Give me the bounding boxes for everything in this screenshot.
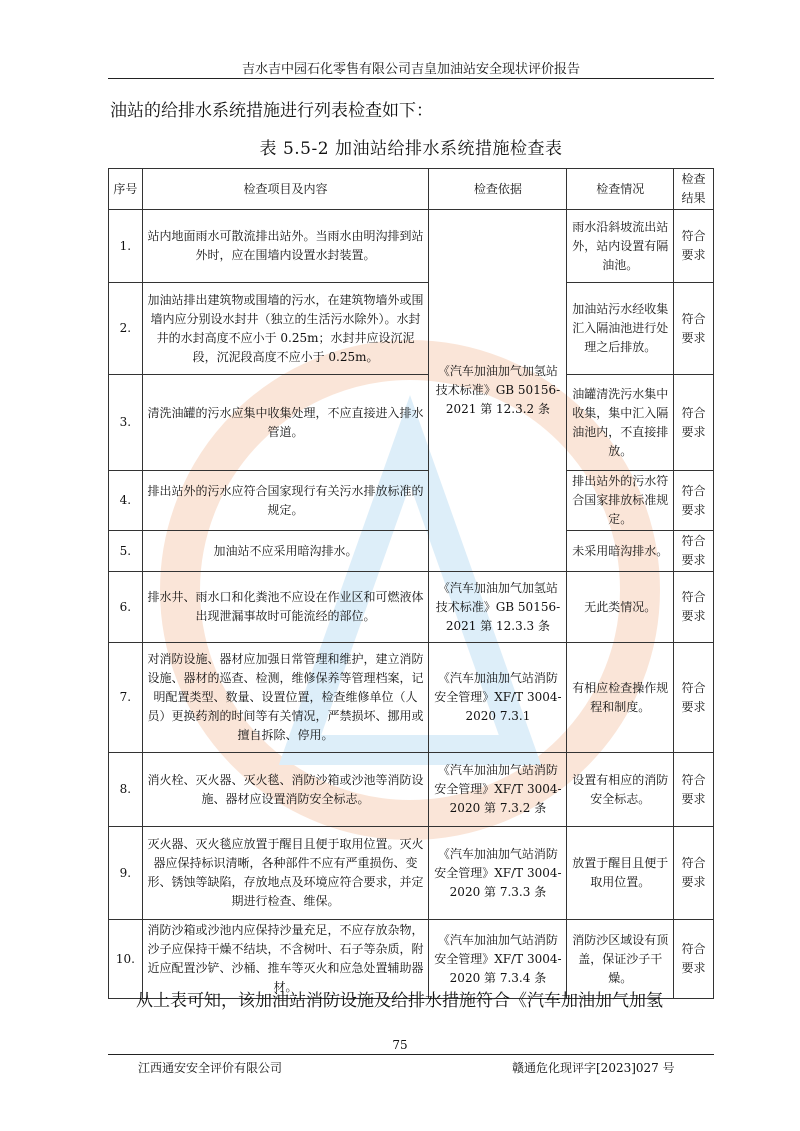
- row-no: 7.: [109, 643, 143, 753]
- row-no: 10.: [109, 920, 143, 999]
- table-header-row: [109, 169, 714, 210]
- row-result: 符合要求: [673, 210, 713, 283]
- col-header-item: 检查项目及内容: [142, 169, 429, 210]
- table-row: [109, 643, 714, 753]
- row-status: 排出站外的污水符合国家排放标准规定。: [567, 471, 673, 531]
- table-row: [109, 471, 714, 531]
- intro-text: 油站的给排水系统措施进行列表检查如下：: [110, 101, 433, 121]
- row-basis: 《汽车加油加气站消防安全管理》XF/T 3004-2020 7.3.1: [429, 643, 567, 753]
- row-status: 油罐清洗污水集中收集，集中汇入隔油池内，不直接排放。: [567, 375, 673, 471]
- footer-divider: [108, 1054, 714, 1055]
- row-item: 加油站不应采用暗沟排水。: [142, 531, 429, 572]
- row-result: 符合要求: [673, 753, 713, 827]
- col-header-no: 序号: [109, 169, 143, 210]
- header-divider: [108, 78, 714, 79]
- row-item: 加油站排出建筑物或围墙的污水，在建筑物墙外或围墙内应分别设水封井（独立的生活污水除外）。水封井的水封高度不应小于 0.25m；水封井应设沉泥段，沉泥段高度不应小于 0.25m。: [142, 283, 429, 375]
- row-result: 符合要求: [673, 827, 713, 920]
- row-status: 雨水沿斜坡流出站外，站内设置有隔油池。: [567, 210, 673, 283]
- row-basis: 《汽车加油加气站消防安全管理》XF/T 3004-2020 第 7.3.3 条: [429, 827, 567, 920]
- row-no: 9.: [109, 827, 143, 920]
- row-status: 有相应检查操作规程和制度。: [567, 643, 673, 753]
- table-row: [109, 210, 714, 283]
- row-no: 4.: [109, 471, 143, 531]
- row-no: 8.: [109, 753, 143, 827]
- col-header-basis: 检查依据: [429, 169, 567, 210]
- drainage-check-table: [108, 168, 714, 999]
- row-status: 无此类情况。: [567, 572, 673, 643]
- row-item: 站内地面雨水可散流排出站外。当雨水由明沟排到站外时，应在围墙内设置水封装置。: [142, 210, 429, 283]
- row-result: 符合要求: [673, 920, 713, 999]
- row-basis: 《汽车加油加气加氢站技术标准》GB 50156-2021 第 12.3.3 条: [429, 572, 567, 643]
- table-row: [109, 753, 714, 827]
- table-row: [109, 531, 714, 572]
- row-item: 清洗油罐的污水应集中收集处理，不应直接进入排水管道。: [142, 375, 429, 471]
- row-status: 设置有相应的消防安全标志。: [567, 753, 673, 827]
- row-basis-merged: 《汽车加油加气加氢站技术标准》GB 50156-2021 第 12.3.2 条: [429, 210, 567, 572]
- row-result: 符合要求: [673, 572, 713, 643]
- table-row: [109, 572, 714, 643]
- row-no: 1.: [109, 210, 143, 283]
- row-status: 放置于醒目且便于取用位置。: [567, 827, 673, 920]
- row-result: 符合要求: [673, 471, 713, 531]
- row-result: 符合要求: [673, 531, 713, 572]
- row-result: 符合要求: [673, 643, 713, 753]
- row-status: 加油站污水经收集汇入隔油池进行处理之后排放。: [567, 283, 673, 375]
- row-item: 消防沙箱或沙池内应保持沙量充足，不应存放杂物，沙子应保持干燥不结块，不含树叶、石子等杂质，附近应配置沙铲、沙桶、推车等灭火和应急处置辅助器材。: [142, 920, 429, 999]
- page-number: 75: [392, 1038, 408, 1052]
- row-status: 消防沙区域设有顶盖，保证沙子干燥。: [567, 920, 673, 999]
- row-item: 排水井、雨水口和化粪池不应设在作业区和可燃液体出现泄漏事故时可能流经的部位。: [142, 572, 429, 643]
- row-no: 3.: [109, 375, 143, 471]
- page-header: 吉水吉中园石化零售有限公司吉皇加油站安全现状评价报告: [241, 62, 580, 77]
- col-header-status: 检查情况: [567, 169, 673, 210]
- conclusion-text: 从上表可知，该加油站消防设施及给排水措施符合《汽车加油加气加氢: [136, 991, 663, 1011]
- row-status: 未采用暗沟排水。: [567, 531, 673, 572]
- footer-report-number: 赣通危化现评字[2023]027 号: [512, 1061, 675, 1075]
- row-item: 灭火器、灭火毯应放置于醒目且便于取用位置。灭火器应保持标识清晰，各种部件不应有严重损伤、变形、锈蚀等缺陷，存放地点及环境应符合要求，并定期进行检查、维保。: [142, 827, 429, 920]
- col-header-result: 检查结果: [673, 169, 713, 210]
- row-item: 排出站外的污水应符合国家现行有关污水排放标准的规定。: [142, 471, 429, 531]
- row-no: 5.: [109, 531, 143, 572]
- row-result: 符合要求: [673, 375, 713, 471]
- row-no: 2.: [109, 283, 143, 375]
- row-basis: 《汽车加油加气站消防安全管理》XF/T 3004-2020 第 7.3.4 条: [429, 920, 567, 999]
- table-row: [109, 827, 714, 920]
- table-row: [109, 283, 714, 375]
- row-item: 对消防设施、器材应加强日常管理和维护，建立消防设施、器材的巡查、检测，维修保养等管理档案，记明配置类型、数量、设置位置，检查维修单位（人员）更换药剂的时间等有关情况，严禁损坏、挪用或擅自拆除、停用。: [142, 643, 429, 753]
- table-caption: 表 5.5-2 加油站给排水系统措施检查表: [259, 139, 563, 159]
- table-row: [109, 375, 714, 471]
- row-item: 消火栓、灭火器、灭火毯、消防沙箱或沙池等消防设施、器材应设置消防安全标志。: [142, 753, 429, 827]
- row-basis: 《汽车加油加气站消防安全管理》XF/T 3004-2020 第 7.3.2 条: [429, 753, 567, 827]
- footer-company: 江西通安安全评价有限公司: [138, 1061, 283, 1075]
- row-no: 6.: [109, 572, 143, 643]
- row-result: 符合要求: [673, 283, 713, 375]
